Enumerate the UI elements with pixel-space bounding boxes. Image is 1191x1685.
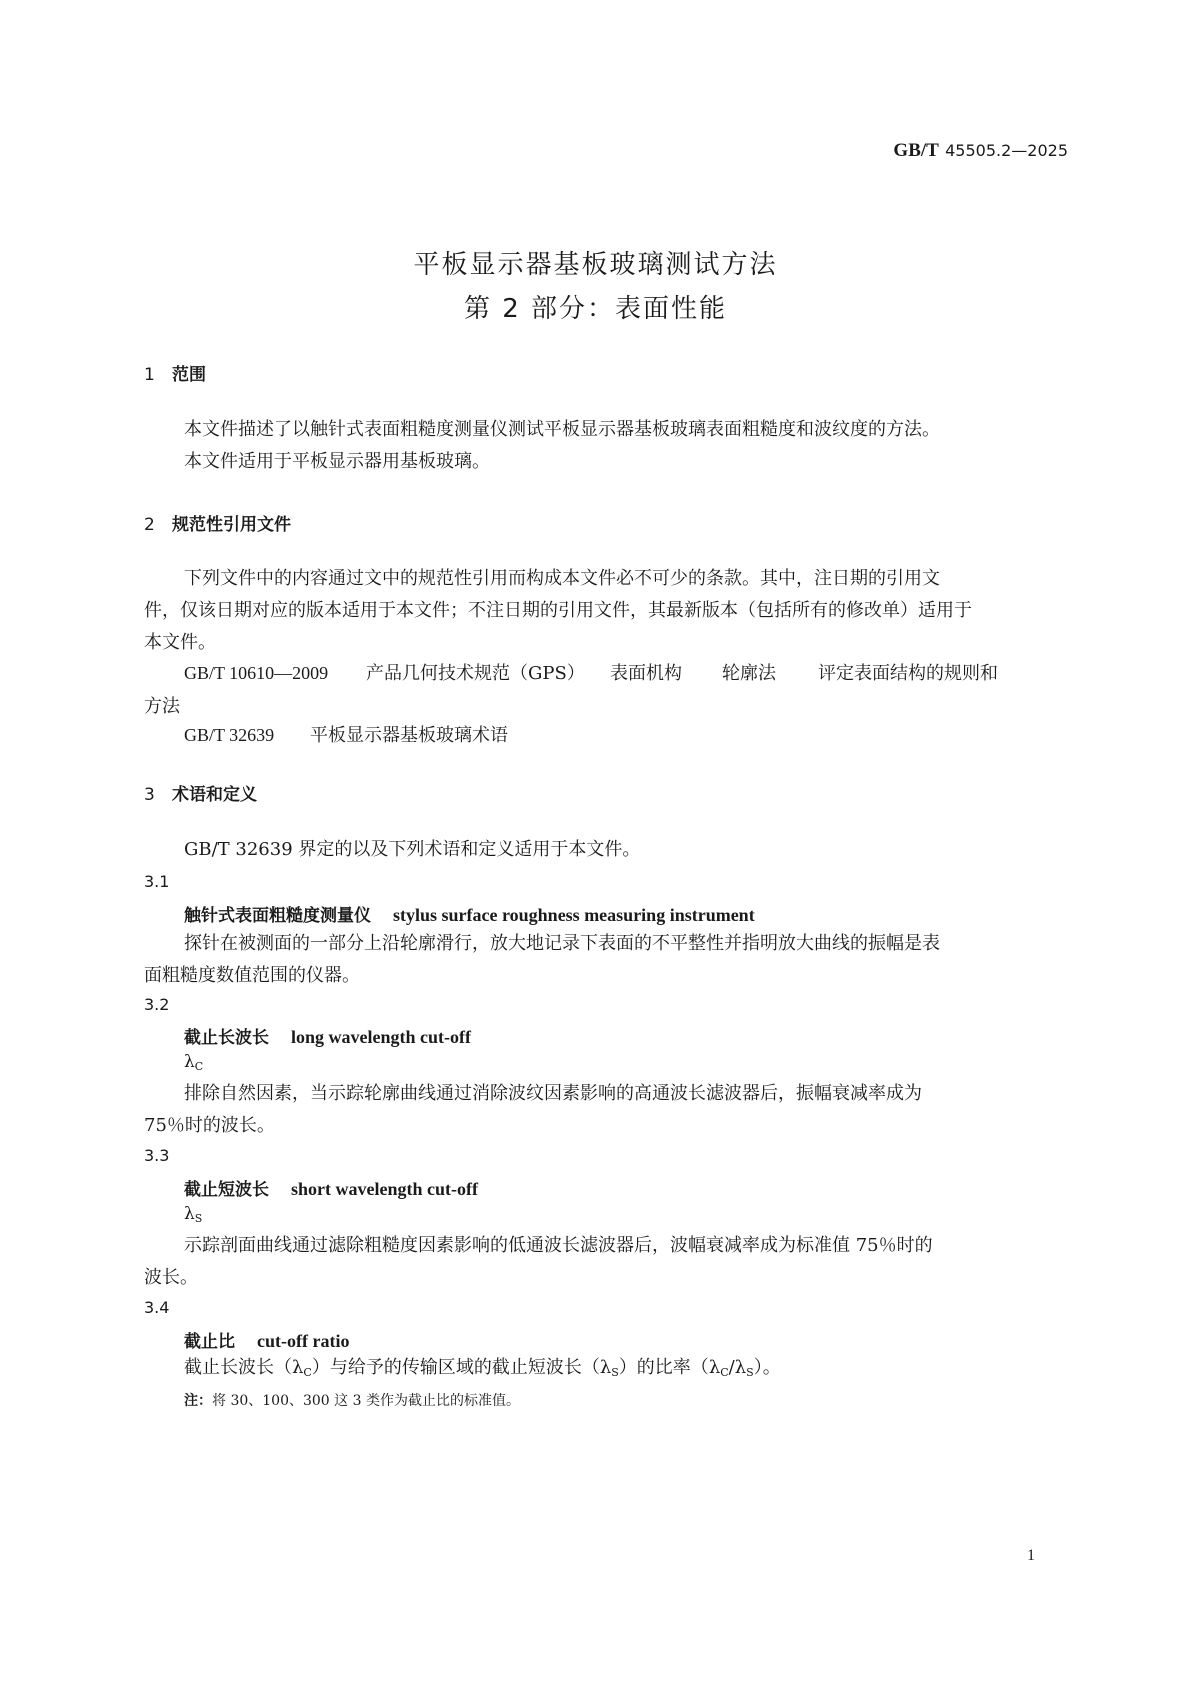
term-english: short wavelength cut-off xyxy=(291,1179,478,1199)
term-definition-line xyxy=(184,1352,781,1389)
reference-code: GB/T 32639 xyxy=(184,725,275,745)
doc-prefix: GB/T xyxy=(893,140,939,161)
symbol-lambda: λ xyxy=(734,1357,747,1378)
term-chinese: 截止比 xyxy=(184,1332,235,1352)
refs-intro-line-3: 本文件。 xyxy=(144,632,216,653)
doc-code: 45505.2—2025 xyxy=(945,141,1068,160)
symbol-lambda: λ xyxy=(708,1357,721,1378)
definition-text: ）。 xyxy=(753,1357,781,1378)
reference-code: GB/T 10610—2009 xyxy=(184,663,329,683)
scope-paragraph-2: 本文件适用于平板显示器用基板玻璃。 xyxy=(184,451,490,472)
clause-number: 3.2 xyxy=(144,995,170,1014)
note xyxy=(184,1390,520,1410)
term-english: long wavelength cut-off xyxy=(291,1027,471,1047)
section-number: 3 xyxy=(144,785,155,805)
reference-title-part: 产品几何技术规范（GPS） xyxy=(366,663,585,684)
reference-title-continuation: 方法 xyxy=(144,696,180,717)
symbol-lambda: λ xyxy=(599,1357,612,1378)
symbol-subscript: S xyxy=(746,1366,754,1379)
term-entry xyxy=(184,1327,349,1352)
document-title: 平板显示器基板玻璃测试方法 xyxy=(413,250,778,280)
term-entry xyxy=(184,1175,478,1200)
reference-title-part: 轮廓法 xyxy=(722,663,776,684)
reference-title: 平板显示器基板玻璃术语 xyxy=(310,725,508,746)
scope-paragraph-1: 本文件描述了以触针式表面粗糙度测量仪测试平板显示器基板玻璃表面粗糙度和波纹度的方法。 xyxy=(184,419,940,440)
section-heading-scope xyxy=(144,360,206,385)
symbol-subscript: C xyxy=(194,1060,204,1073)
section-number: 1 xyxy=(144,365,155,385)
reference-entry xyxy=(184,659,998,685)
clause-number: 3.1 xyxy=(144,872,170,891)
term-definition-line: 示踪剖面曲线通过滤除粗糙度因素影响的低通波长滤波器后，波幅衰减率成为标准值 75％时的 xyxy=(184,1235,933,1256)
definition-text: ）与给予的传输区域的截止短波长（ xyxy=(311,1357,600,1378)
symbol-lambda: λ xyxy=(292,1357,304,1378)
definition-text: 截止长波长（ xyxy=(184,1357,292,1378)
definition-text: ）的比率（ xyxy=(618,1357,709,1378)
document-subtitle: 第 2 部分：表面性能 xyxy=(463,294,728,324)
clause-number: 3.3 xyxy=(144,1146,170,1165)
term-english: stylus surface roughness measuring instrument xyxy=(393,905,755,925)
term-entry xyxy=(184,901,755,926)
term-chinese: 截止长波长 xyxy=(184,1028,269,1048)
section-title: 规范性引用文件 xyxy=(172,515,291,535)
symbol-lambda: λ xyxy=(184,1204,195,1224)
symbol-subscript: S xyxy=(611,1366,619,1379)
page-number: 1 xyxy=(1027,1547,1035,1564)
refs-intro-line-1: 下列文件中的内容通过文中的规范性引用而构成本文件必不可少的条款。其中，注日期的引用文 xyxy=(184,568,940,589)
term-definition-line: 波长。 xyxy=(144,1267,198,1288)
section-title: 术语和定义 xyxy=(172,785,257,805)
term-chinese: 触针式表面粗糙度测量仪 xyxy=(184,906,371,926)
term-english: cut-off ratio xyxy=(257,1331,350,1351)
refs-intro-line-2: 件，仅该日期对应的版本适用于本文件；不注日期的引用文件，其最新版本（包括所有的修改单）适用于 xyxy=(144,600,972,621)
symbol-subscript: C xyxy=(303,1366,312,1379)
term-chinese: 截止短波长 xyxy=(184,1180,269,1200)
term-symbol xyxy=(184,1052,203,1073)
section-title: 范围 xyxy=(172,365,206,385)
term-symbol xyxy=(184,1204,202,1225)
symbol-subscript: C xyxy=(720,1366,729,1379)
document-number xyxy=(868,140,1068,162)
ratio-slash: / xyxy=(728,1357,735,1378)
note-label: 注： xyxy=(184,1393,212,1409)
note-text: 将 30、100、300 这 3 类作为截止比的标准值。 xyxy=(212,1393,520,1409)
term-definition-line: 75％时的波长。 xyxy=(144,1115,275,1136)
terms-intro: GB/T 32639 界定的以及下列术语和定义适用于本文件。 xyxy=(184,839,641,860)
section-heading-terms xyxy=(144,780,257,805)
section-heading-references xyxy=(144,510,291,535)
clause-number: 3.4 xyxy=(144,1298,170,1317)
reference-title-part: 评定表面结构的规则和 xyxy=(818,663,998,684)
symbol-subscript: S xyxy=(194,1212,203,1225)
term-definition-line: 排除自然因素，当示踪轮廓曲线通过消除波纹因素影响的高通波长滤波器后，振幅衰减率成为 xyxy=(184,1083,922,1104)
term-definition-line: 探针在被测面的一部分上沿轮廓滑行，放大地记录下表面的不平整性并指明放大曲线的振幅是表 xyxy=(184,933,940,954)
section-number: 2 xyxy=(144,515,155,535)
reference-entry xyxy=(184,721,508,747)
term-definition-line: 面粗糙度数值范围的仪器。 xyxy=(144,965,360,986)
reference-title-part: 表面机构 xyxy=(610,663,682,684)
term-entry xyxy=(184,1023,471,1048)
symbol-lambda: λ xyxy=(184,1052,195,1072)
